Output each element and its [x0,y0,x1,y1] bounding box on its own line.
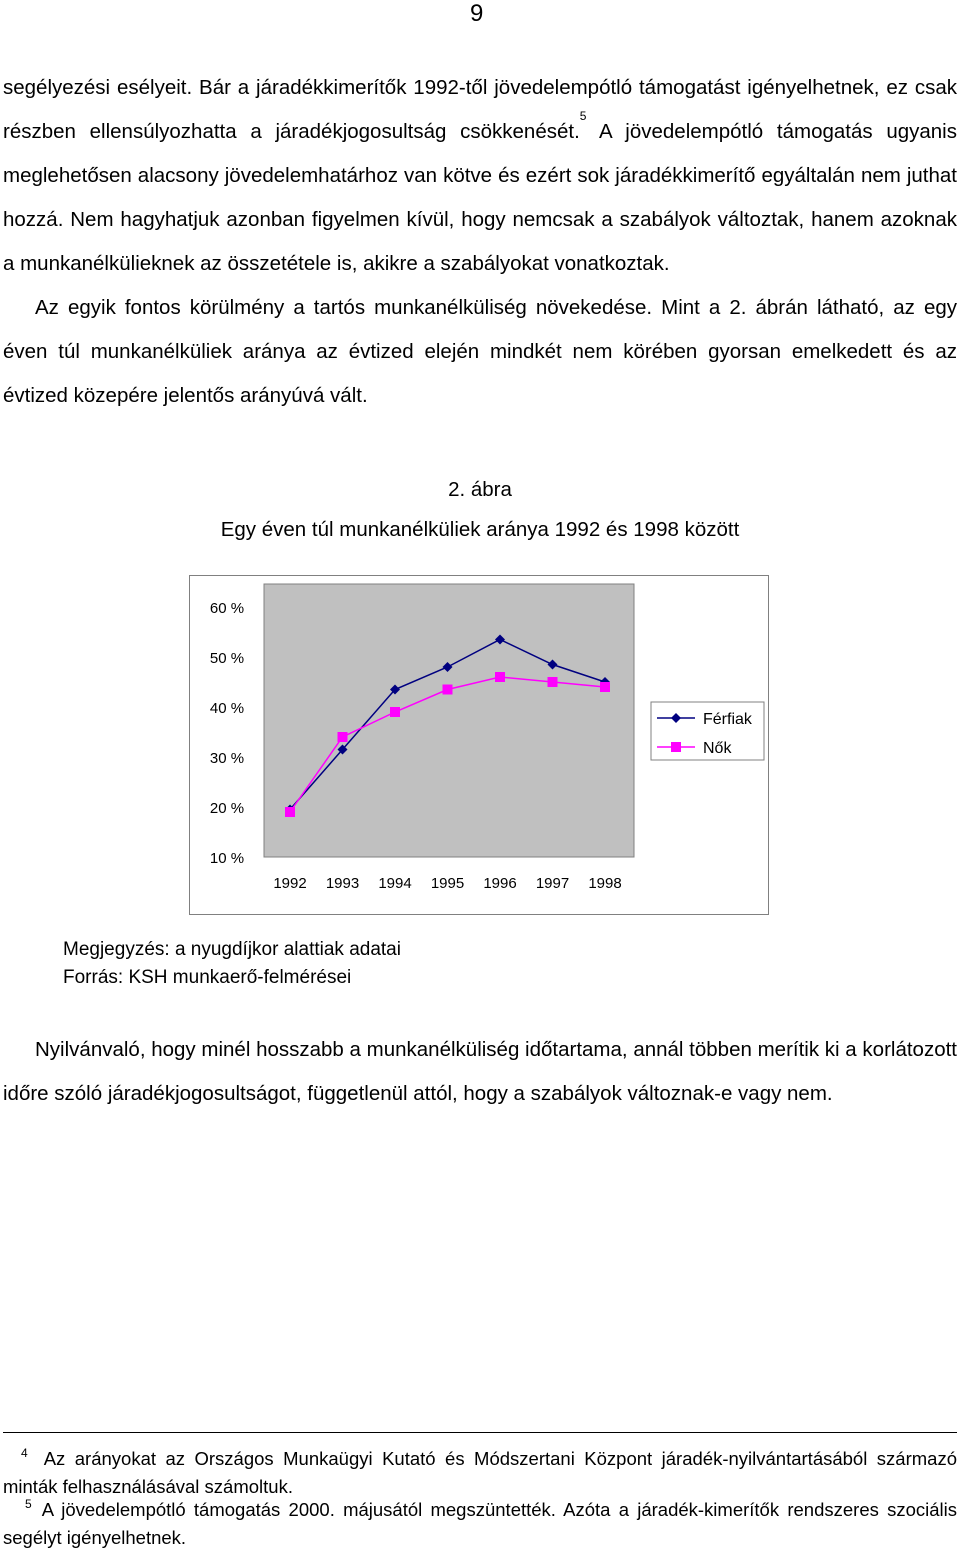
chart-frame [189,575,769,915]
x-tick-label: 1992 [273,875,307,892]
x-tick-label: 1998 [588,875,622,892]
legend-marker [671,742,681,752]
figure-note: Megjegyzés: a nyugdíjkor alattiak adatai [63,939,401,960]
y-tick-label: 10 % [209,850,245,867]
footnote-4: $^4$ Az arányokat az Országos Munkaügyi Kutató és Módszertani Központ járadék-nyilvántartásából származó minták felhasználásával számoltuk. [3,1446,957,1497]
x-tick-label: 1995 [430,875,465,892]
x-tick-label: 1997 [535,875,570,892]
body-text-top [3,66,957,418]
figure-title: Egy éven túl munkanélküliek aránya 1992 és 1998 között [220,518,740,541]
x-tick-label: 1993 [325,875,360,892]
x-tick-label: 1994 [378,875,412,892]
legend-label: Nők [703,740,732,757]
data-point [443,685,453,695]
footnote-5: $^5$ A jövedelempótló támogatás 2000. májusától megszüntették. Azóta a járadék-kimerítők rendszeres szociális segélyt igényelhetnek. [3,1497,957,1548]
figure-source: Forrás: KSH munkaerő-felmérései [63,967,352,988]
x-tick-label: 1996 [483,875,517,892]
footnote-separator [3,1432,957,1433]
body-text-bottom [3,1028,957,1116]
paragraph-3: Nyilvánvaló, hogy minél hosszabb a munkanélküliség időtartama, annál többen merítik ki a korlátozott időre szóló járadékjogosultságot, függetlenül attól, hogy a szabályok változnak-e vagy nem. [3,1038,957,1105]
plot-area [264,584,634,857]
data-point [338,732,348,742]
y-tick-label: 60 % [209,600,245,617]
y-tick-label: 50 % [209,650,245,667]
data-point [390,707,400,717]
data-point [600,682,610,692]
y-tick-label: 30 % [209,750,245,767]
data-point [285,807,295,817]
page-number: 9 [470,0,484,27]
data-point [548,677,558,687]
footnote-ref-5: 5 [579,109,587,124]
paragraph-2: Az egyik fontos körülmény a tartós munkanélküliség növekedése. Mint a 2. ábrán látható, az egy éven túl munkanélküliek aránya az évtized elején mindkét nem körében gyorsan emelkedett és az évtized közepére jelentős arányúvá vált. [3,296,957,407]
y-tick-label: 20 % [209,800,245,817]
y-tick-label: 40 % [209,700,245,717]
line-chart [190,576,768,914]
paragraph-1: segélyezési esélyeit. Bár a járadékkimerítők 1992-től jövedelempótló támogatást igényelhetnek, ez csak részben ellensúlyozhatta a járadékjogosultság csökkenését.$^5$ A jövedelempótló támogatás ugyanis meglehetősen alacsony jövedelemhatárhoz van kötve és ezért sok járadékkimerítő egyáltalán nem juthat hozzá. Nem hagyhatjuk azonban figyelmen kívül, hogy nemcsak a szabályok változtak, hanem azoknak a munkanélkülieknek az összetétele is, akikre a szabályokat vonatkoztak. [3,76,957,275]
data-point [495,672,505,682]
legend-label: Férfiak [703,711,752,728]
figure-label: 2. ábra [448,478,512,501]
